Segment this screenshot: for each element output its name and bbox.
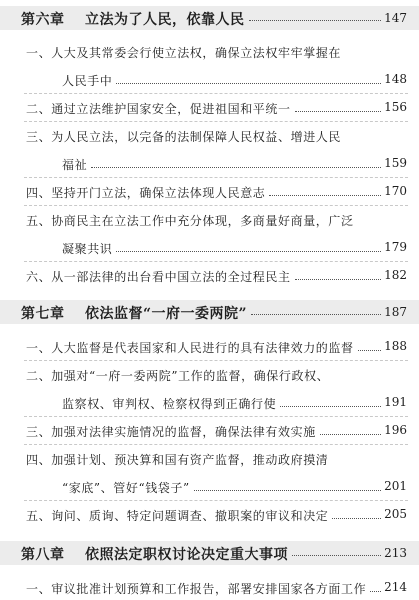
toc-entry-continuation[interactable]: 凝聚共识 <box>62 242 113 256</box>
chapter-heading[interactable] <box>0 300 419 324</box>
toc-entry-text[interactable]: 一、人大及其常委会行使立法权，确保立法权牢牢掌握在 <box>26 46 342 60</box>
toc-entry-continuation[interactable]: 监察权、审判权、检察权得到正确行使 <box>62 397 277 411</box>
toc-entry-text[interactable]: 一、人大监督是代表国家和人民进行的具有法律效力的监督 <box>26 341 354 355</box>
dot-leader <box>280 406 381 407</box>
toc-entry-page-number: 214 <box>384 580 407 594</box>
chapter-title: 依法监督“一府一委两院” <box>85 306 248 322</box>
chapter-page-number: 147 <box>384 11 407 25</box>
dot-leader <box>295 111 381 112</box>
toc-entry-continuation[interactable]: 人民手中 <box>62 74 113 88</box>
toc-entry-text[interactable]: 四、坚持开门立法，确保立法体现人民意志 <box>26 186 266 200</box>
toc-entry-page-number: 156 <box>384 100 407 114</box>
toc-entry-page-number: 196 <box>384 423 407 437</box>
toc-entry-page-number: 148 <box>384 72 407 86</box>
toc-entry-page-number: 182 <box>384 268 407 282</box>
toc-entry-page-number: 191 <box>384 395 407 409</box>
dot-leader <box>194 490 381 491</box>
toc-entry-continuation[interactable]: 福祉 <box>62 158 88 172</box>
chapter-title: 立法为了人民，依靠人民 <box>85 12 245 28</box>
dot-leader <box>116 251 381 252</box>
toc-entry-page-number: 159 <box>384 156 407 170</box>
toc-entry-page-number: 179 <box>384 240 407 254</box>
toc-entry-text[interactable]: 三、为人民立法，以完备的法制保障人民权益、增进人民 <box>26 130 342 144</box>
dot-leader <box>358 350 381 351</box>
chapter-heading[interactable] <box>0 541 419 565</box>
dot-leader <box>370 591 381 592</box>
dot-leader <box>332 518 381 519</box>
toc-entry-page-number: 201 <box>384 479 407 493</box>
chapter-page-number: 187 <box>384 305 407 319</box>
toc-entry-page-number: 205 <box>384 507 407 521</box>
dot-leader <box>249 20 382 21</box>
entry-divider <box>24 444 408 445</box>
chapter-page-number: 213 <box>384 546 407 560</box>
entry-divider <box>24 500 408 501</box>
dot-leader <box>320 434 381 435</box>
dot-leader <box>116 83 381 84</box>
dot-leader <box>295 279 381 280</box>
chapter-number: 第七章 <box>21 306 65 322</box>
toc-entry-text[interactable]: 二、通过立法维护国家安全，促进祖国和平统一 <box>26 102 291 116</box>
toc-entry-text[interactable]: 五、协商民主在立法工作中充分体现，多商量好商量，广泛 <box>26 214 354 228</box>
entry-divider <box>24 177 408 178</box>
toc-entry-page-number: 170 <box>384 184 407 198</box>
entry-divider <box>24 261 408 262</box>
dot-leader <box>292 555 381 556</box>
dot-leader <box>269 195 381 196</box>
chapter-heading[interactable] <box>0 6 419 30</box>
dot-leader <box>91 167 381 168</box>
toc-entry-text[interactable]: 五、询问、质询、特定问题调查、撤职案的审议和决定 <box>26 509 329 523</box>
chapter-number: 第八章 <box>21 547 65 563</box>
toc-entry-text[interactable]: 一、审议批准计划预算和工作报告，部署安排国家各方面工作 <box>26 582 367 596</box>
entry-divider <box>24 205 408 206</box>
chapter-number: 第六章 <box>21 12 65 28</box>
entry-divider <box>24 121 408 122</box>
toc-entry-text[interactable]: 二、加强对“一府一委两院”工作的监督，确保行政权、 <box>26 369 330 383</box>
dot-leader <box>251 314 381 315</box>
toc-entry-continuation[interactable]: “家底”、管好“钱袋子” <box>62 481 190 495</box>
toc-entry-page-number: 188 <box>384 339 407 353</box>
chapter-title: 依照法定职权讨论决定重大事项 <box>85 547 288 563</box>
toc-entry-text[interactable]: 三、加强对法律实施情况的监督，确保法律有效实施 <box>26 425 316 439</box>
entry-divider <box>24 360 408 361</box>
entry-divider <box>24 93 408 94</box>
entry-divider <box>24 416 408 417</box>
toc-entry-text[interactable]: 四、加强计划、预决算和国有资产监督，推动政府摸清 <box>26 453 329 467</box>
toc-entry-text[interactable]: 六、从一部法律的出台看中国立法的全过程民主 <box>26 270 291 284</box>
